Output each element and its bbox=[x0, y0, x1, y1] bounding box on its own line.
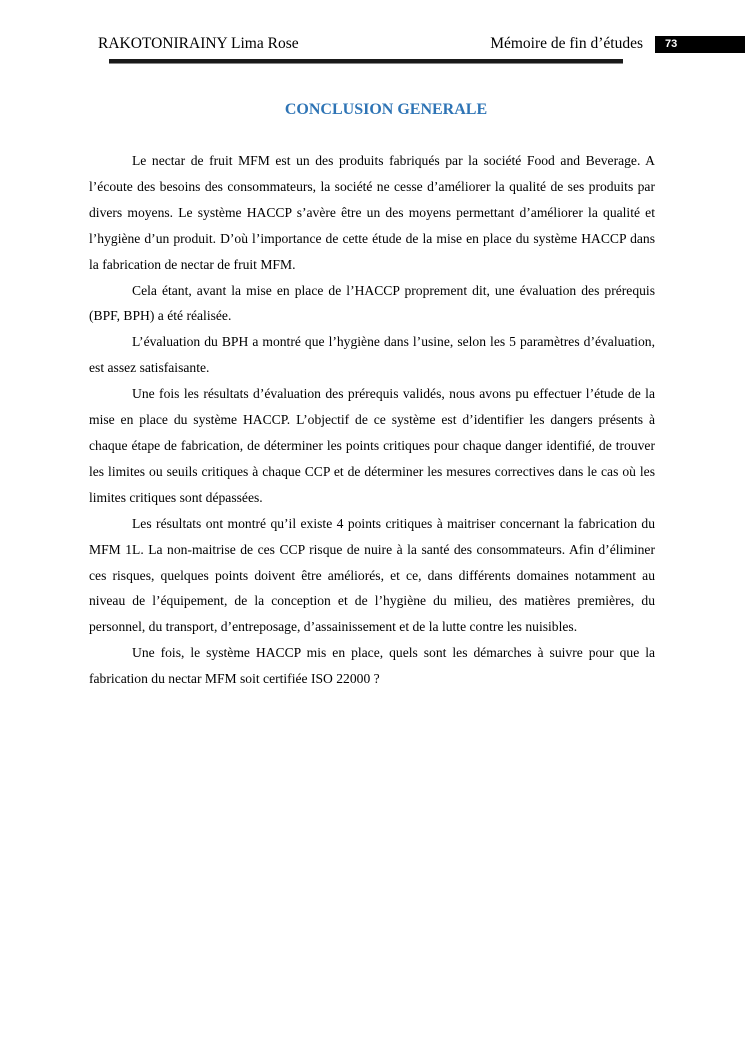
paragraph-3: L’évaluation du BPH a montré que l’hygiène dans l’usine, selon les 5 paramètres d’évaluation, est assez satisfaisante. bbox=[89, 334, 655, 376]
paragraph-6: Une fois, le système HACCP mis en place, quels sont les démarches à suivre pour que la fabrication du nectar MFM soit certifiée ISO 22000 ? bbox=[89, 645, 655, 687]
paragraph-1: Le nectar de fruit MFM est un des produits fabriqués par la société Food and Beverage. A l’écoute des besoins des consommateurs, la société ne cesse d’améliorer la qualité de ses produits par divers moyens. Le système HACCP s’avère être un des moyens permettant d’améliorer la qualité et l’hygiène d’un produit. D’où l’importance de cette étude de la mise en place du système HACCP dans la fabrication de nectar de fruit MFM. bbox=[89, 153, 655, 272]
section-title: CONCLUSION GENERALE bbox=[284, 100, 488, 118]
paragraph-5: Les résultats ont montré qu’il existe 4 points critiques à maitriser concernant la fabrication du MFM 1L. La non-maitrise de ces CCP risque de nuire à la santé des consommateurs. Afin d’éliminer ces risques, quelques points doivent être améliorés, et ce, dans différents domaines notamment au niveau de l’équipement, de la conception et de l’hygiène du milieu, des matières premières, du personnel, du transport, d’entreposage, d’assainissement et de la lutte contre les nuisibles. bbox=[89, 515, 655, 635]
page-header bbox=[0, 34, 745, 54]
paragraph-2: Cela étant, avant la mise en place de l’HACCP proprement dit, une évaluation des prérequis (BPF, BPH) a été réalisée. bbox=[89, 282, 655, 324]
header-author: RAKOTONIRAINY Lima Rose bbox=[98, 35, 299, 52]
header-document-title: Mémoire de fin d’études bbox=[490, 35, 643, 52]
body-text bbox=[89, 148, 655, 692]
paragraph-4: Une fois les résultats d’évaluation des prérequis validés, nous avons pu effectuer l’étude de la mise en place du système HACCP. L’objectif de ce système est d’identifier les dangers présents à chaque étape de fabrication, de déterminer les points critiques pour chaque danger identifié, de trouver les limites ou seuils critiques à chaque CCP et de déterminer les mesures correctives dans le cas où les limites critiques sont dépassées. bbox=[89, 386, 655, 505]
header-divider bbox=[109, 59, 623, 63]
page-number-badge: 73 bbox=[655, 36, 745, 53]
